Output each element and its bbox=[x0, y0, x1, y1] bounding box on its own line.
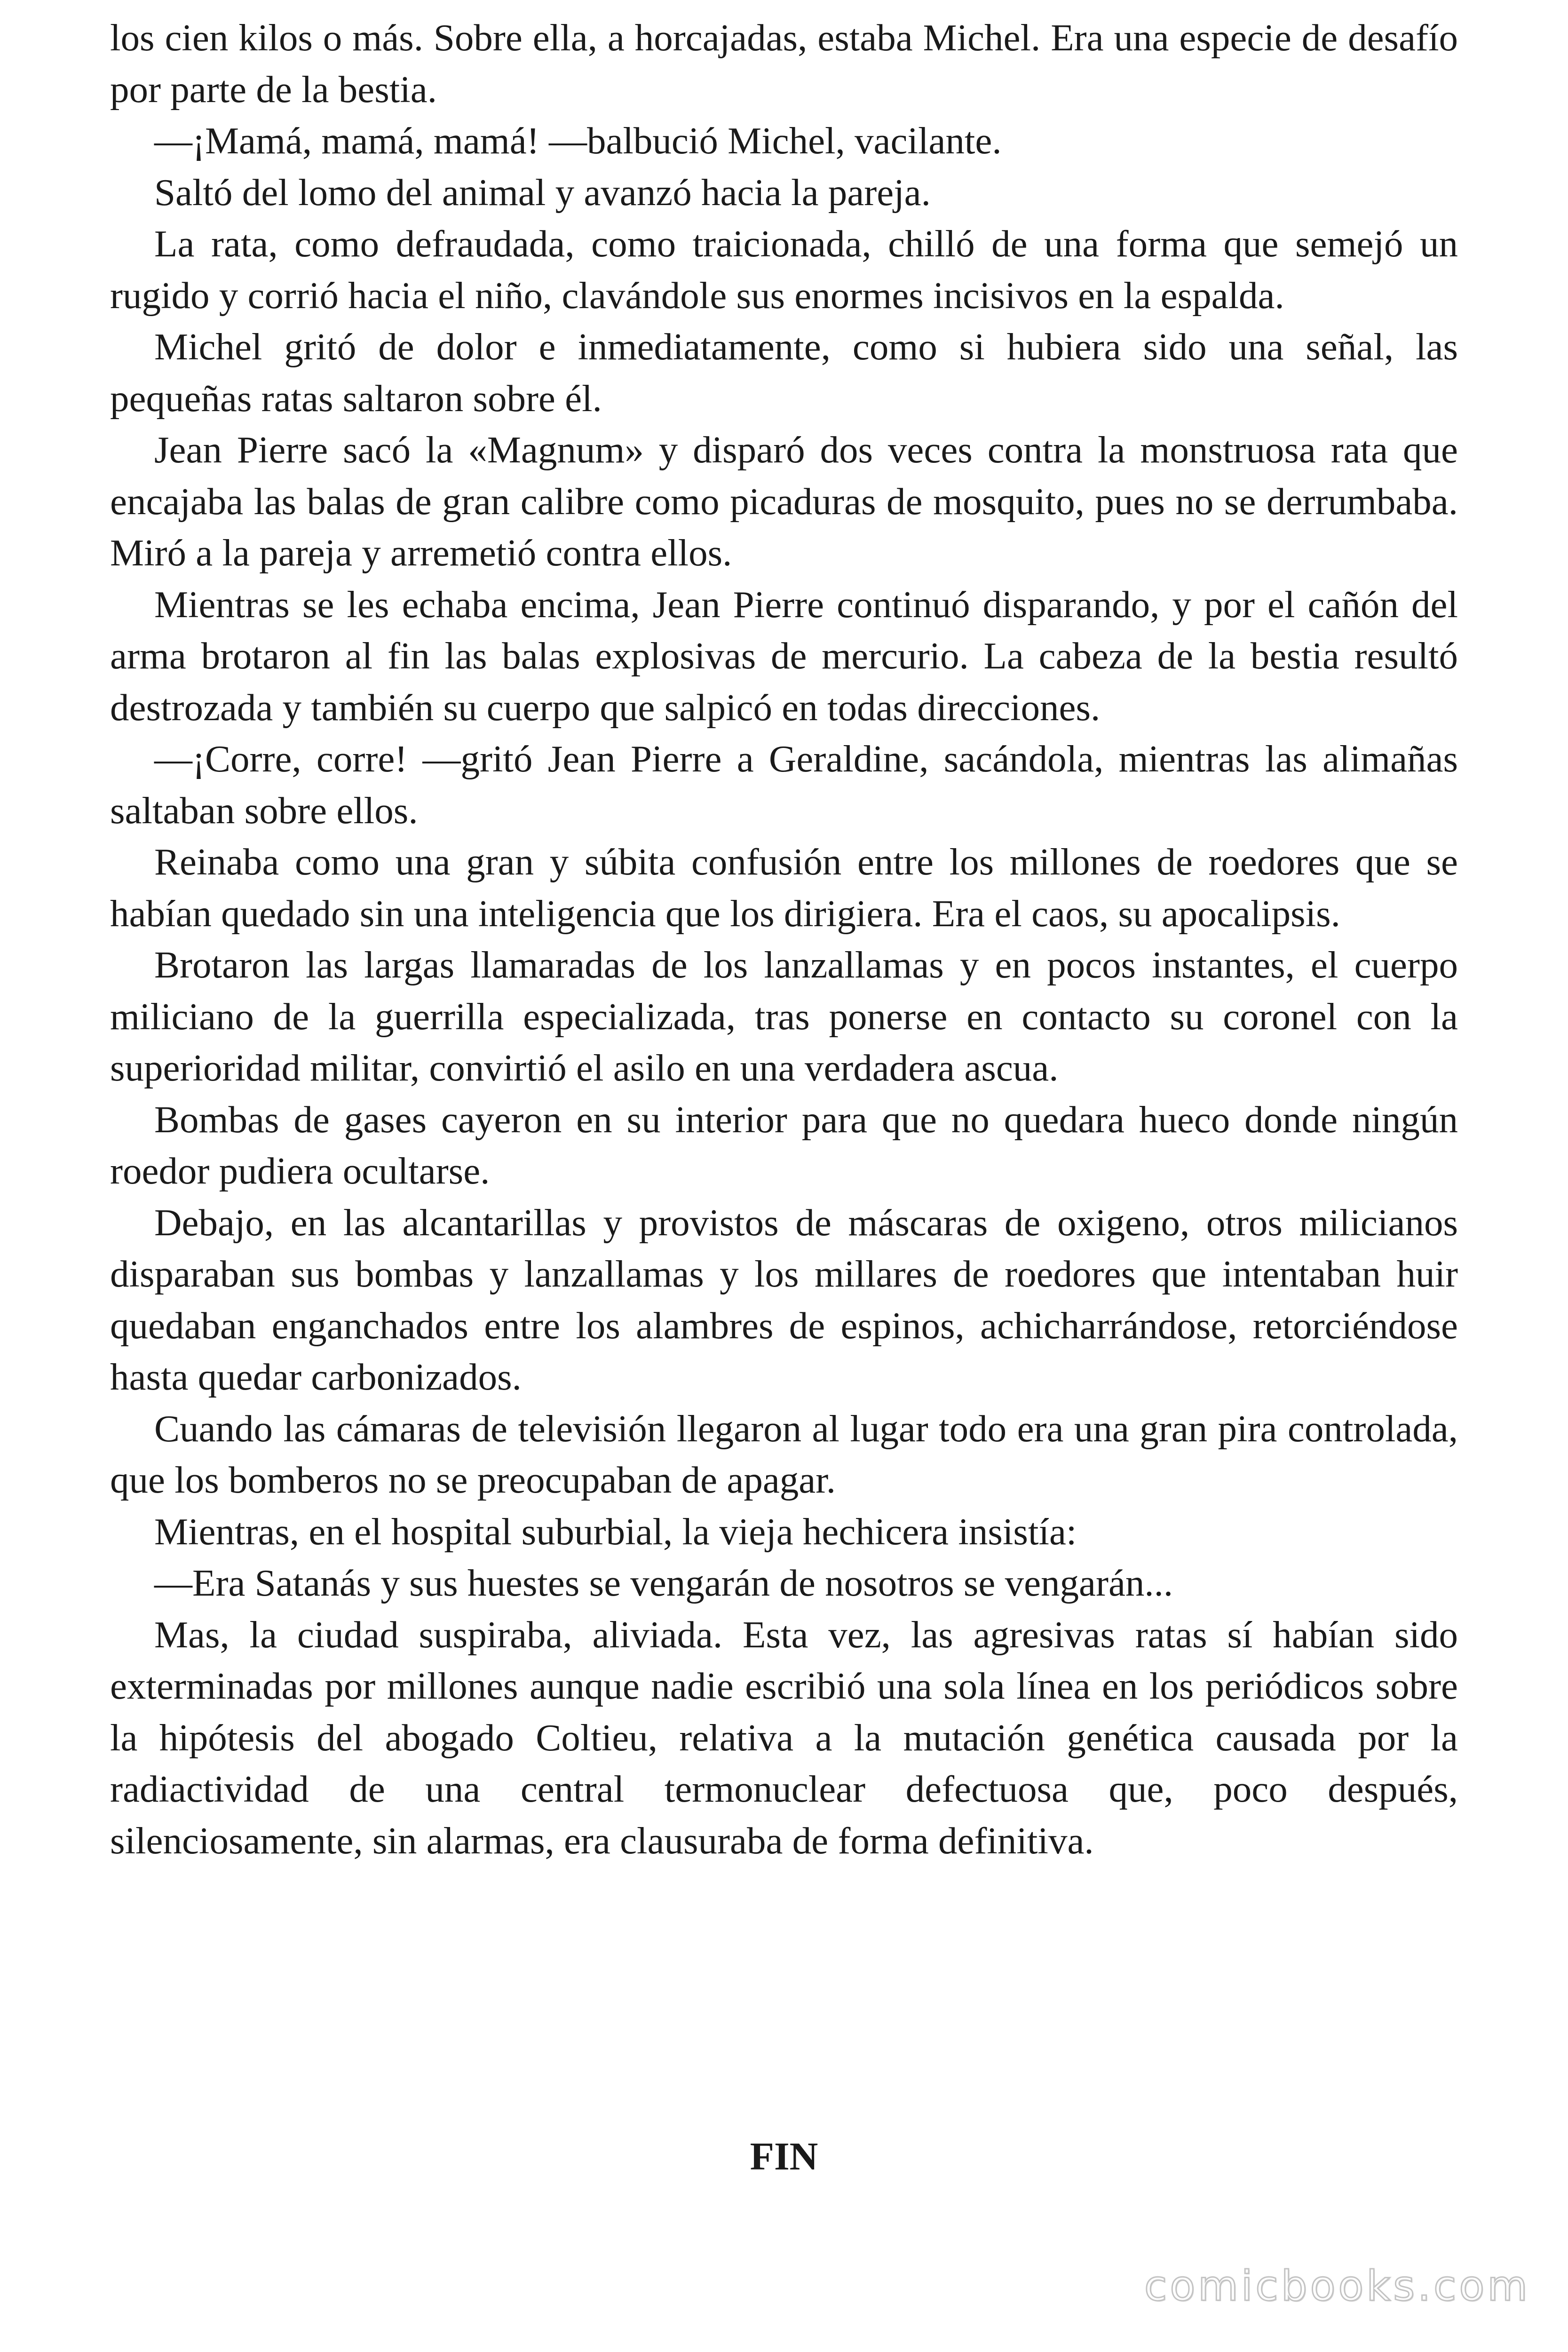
paragraph: Mientras se les echaba encima, Jean Pierre continuó disparando, y por el cañón del arma brotaron al fin las balas explosivas de mercurio. La cabeza de la bestia resultó destrozada y también su cuerpo que salpicó en todas direcciones. bbox=[110, 583, 1458, 729]
body-text bbox=[110, 12, 1458, 1867]
paragraph-continuation: los cien kilos o más. Sobre ella, a horcajadas, estaba Michel. Era una especie de desafío por parte de la bestia. bbox=[110, 16, 1458, 111]
paragraph-final: Mas, la ciudad suspiraba, aliviada. Esta vez, las agresivas ratas sí habían sido exterminadas por millones aunque nadie escribió una sola línea en los periódicos sobre la hipótesis del abogado Coltieu, relativa a la mutación genética causada por la radiactividad de una central termonuclear defectuosa que, poco después, silenciosamente, sin alarmas, era clausuraba de forma definitiva. bbox=[110, 1613, 1458, 1862]
paragraph: Reinaba como una gran y súbita confusión entre los millones de roedores que se habían quedado sin una inteligencia que los dirigiera. Era el caos, su apocalipsis. bbox=[110, 841, 1458, 935]
paragraph: Debajo, en las alcantarillas y provistos de máscaras de oxigeno, otros milicianos disparaban sus bombas y lanzallamas y los millares de roedores que intentaban huir quedaban enganchados entre los alambres de espinos, achicharrándose, retorciéndose hasta quedar carbonizados. bbox=[110, 1201, 1458, 1398]
end-mark: FIN bbox=[750, 2135, 818, 2178]
paragraph: Michel gritó de dolor e inmediatamente, como si hubiera sido una señal, las pequeñas ratas saltaron sobre él. bbox=[110, 326, 1458, 420]
paragraph: Saltó del lomo del animal y avanzó hacia la pareja. bbox=[154, 171, 931, 214]
paragraph: La rata, como defraudada, como traicionada, chilló de una forma que semejó un rugido y corrió hacia el niño, clavándole sus enormes incisivos en la espalda. bbox=[110, 222, 1458, 317]
watermark-text: comicbooks.com bbox=[1144, 2262, 1530, 2310]
paragraph: Mientras, en el hospital suburbial, la vieja hechicera insistía: bbox=[154, 1510, 1077, 1553]
paragraph-dialogue-michel: —¡Mamá, mamá, mamá! —balbució Michel, vacilante. bbox=[154, 119, 1002, 162]
paragraph: Brotaron las largas llamaradas de los lanzallamas y en pocos instantes, el cuerpo miliciano de la guerrilla especializada, tras ponerse en contacto su coronel con la superioridad militar, convirtió el asilo en una verdadera ascua. bbox=[110, 944, 1458, 1089]
paragraph-dialogue-jean-pierre: —¡Corre, corre! —gritó Jean Pierre a Geraldine, sacándola, mientras las alimañas saltaban sobre ellos. bbox=[110, 738, 1458, 832]
paragraph: Jean Pierre sacó la «Magnum» y disparó dos veces contra la monstruosa rata que encajaba las balas de gran calibre como picaduras de mosquito, pues no se derrumbaba. Miró a la pareja y arremetió contra ellos. bbox=[110, 429, 1458, 574]
paragraph-dialogue-hechicera: —Era Satanás y sus huestes se vengarán de nosotros se vengarán... bbox=[154, 1562, 1173, 1604]
paragraph: Cuando las cámaras de televisión llegaron al lugar todo era una gran pira controlada, que los bomberos no se preocupaban de apagar. bbox=[110, 1407, 1458, 1501]
paragraph: Bombas de gases cayeron en su interior para que no quedara hueco donde ningún roedor pudiera ocultarse. bbox=[110, 1098, 1458, 1192]
